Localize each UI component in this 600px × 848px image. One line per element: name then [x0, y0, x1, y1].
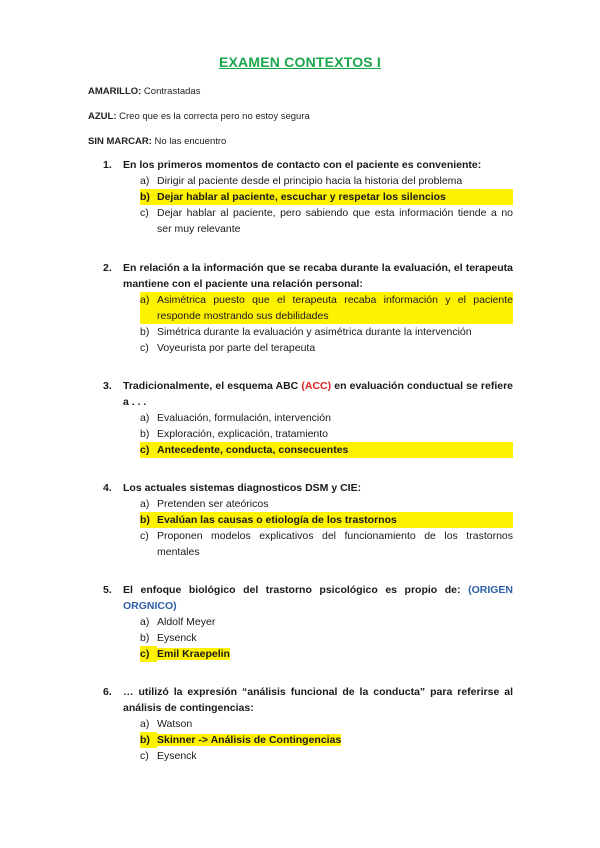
- question-number: 5.: [103, 584, 112, 596]
- option-text: Asimétrica puesto que el terapeuta recaba información y el paciente responde mostrando sus debilidades: [157, 294, 513, 322]
- option-text: Aldolf Meyer: [157, 616, 216, 628]
- option-letter: b): [140, 189, 157, 205]
- question-text-start: El enfoque biológico del trastorno psicológico es propio de:: [123, 584, 469, 596]
- legend-key: AMARILLO:: [88, 86, 142, 97]
- option-c-highlighted: [140, 442, 513, 458]
- option-letter: c): [140, 342, 149, 354]
- option-letter: c): [140, 646, 157, 662]
- legend-key: AZUL:: [88, 111, 117, 122]
- option-a: [140, 410, 513, 426]
- option-letter: a): [140, 292, 157, 324]
- question-text-start: Tradicionalmente, el esquema ABC: [123, 380, 302, 392]
- option-c: [140, 340, 513, 356]
- option-text: Eysenck: [157, 632, 197, 644]
- option-a: [140, 496, 513, 512]
- question-3: [103, 378, 513, 458]
- option-c: [140, 528, 513, 560]
- question-number: 3.: [103, 380, 112, 392]
- option-text: Dejar hablar al paciente, escuchar y respetar los silencios: [157, 189, 513, 205]
- option-b: [140, 324, 513, 340]
- legend-key: SIN MARCAR:: [88, 136, 152, 147]
- option-a: [140, 716, 513, 732]
- question-text: … utilizó la expresión “análisis funcional de la conducta” para referirse al análisis de contingencias:: [123, 686, 513, 714]
- option-letter: c): [140, 750, 149, 762]
- option-text: Evaluación, formulación, intervención: [157, 412, 331, 424]
- question-number: 4.: [103, 482, 112, 494]
- option-text: Watson: [157, 718, 193, 730]
- acc-annotation: (ACC): [301, 380, 332, 392]
- legend-sin-marcar: [88, 136, 226, 147]
- option-c-highlighted: [140, 646, 513, 662]
- question-5: [103, 582, 513, 662]
- option-b-highlighted: [140, 189, 513, 205]
- option-c: [140, 205, 513, 237]
- question-text: En los primeros momentos de contacto con el paciente es conveniente:: [123, 159, 482, 171]
- question-text-end: en evaluación conductual se refiere a . . .: [123, 380, 513, 408]
- option-a: [140, 173, 513, 189]
- option-text: Evalúan las causas o etiología de los trastornos: [157, 512, 513, 528]
- question-text: En relación a la información que se recaba durante la evaluación, el terapeuta mantiene con el paciente una relación personal:: [123, 262, 513, 290]
- option-letter: c): [140, 207, 149, 219]
- option-letter: c): [140, 442, 157, 458]
- legend-amarillo: [88, 86, 200, 97]
- question-text: Los actuales sistemas diagnosticos DSM y CIE:: [123, 482, 362, 494]
- option-letter: b): [140, 632, 150, 644]
- legend-text: No las encuentro: [151, 136, 227, 147]
- option-a: [140, 614, 513, 630]
- option-text: Eysenck: [157, 750, 197, 762]
- question-number: 1.: [103, 159, 112, 171]
- question-text: [123, 378, 513, 410]
- option-letter: a): [140, 175, 150, 187]
- option-text: Dirigir al paciente desde el principio hacia la historia del problema: [157, 175, 463, 187]
- option-text: Dejar hablar al paciente, pero sabiendo que esta información tiende a no ser muy relevante: [157, 207, 513, 235]
- question-1: [103, 157, 513, 237]
- option-text: Antecedente, conducta, consecuentes: [157, 442, 513, 458]
- option-text: Proponen modelos explicativos del funcionamiento de los trastornos mentales: [157, 530, 513, 558]
- option-letter: b): [140, 732, 157, 748]
- legend-text: Creo que es la correcta pero no estoy segura: [116, 111, 310, 122]
- option-b: [140, 426, 513, 442]
- option-text: [157, 646, 513, 662]
- question-number: 2.: [103, 262, 112, 274]
- option-text: Exploración, explicación, tratamiento: [157, 428, 329, 440]
- option-letter: b): [140, 428, 150, 440]
- option-text: Pretenden ser ateóricos: [157, 498, 269, 510]
- question-text: [123, 582, 513, 614]
- legend-azul: [88, 111, 310, 122]
- option-letter: b): [140, 512, 157, 528]
- option-b-highlighted: [140, 732, 513, 748]
- origin-annotation: (ORIGEN ORGNICO): [123, 584, 513, 612]
- option-letter: b): [140, 326, 150, 338]
- page-title: EXAMEN CONTEXTOS I: [218, 54, 382, 70]
- option-text: [157, 732, 513, 748]
- option-text: Voyeurista por parte del terapeuta: [157, 342, 316, 354]
- option-text: Simétrica durante la evaluación y asimétrica durante la intervención: [157, 326, 472, 338]
- option-text-highlight: Emil Kraepelin: [157, 648, 230, 660]
- option-letter: a): [140, 412, 150, 424]
- option-letter: a): [140, 616, 150, 628]
- option-letter: a): [140, 498, 150, 510]
- question-6: [103, 684, 513, 764]
- question-number: 6.: [103, 686, 112, 698]
- option-letter: a): [140, 718, 150, 730]
- option-text-highlight: Skinner -> Análisis de Contingencias: [157, 734, 342, 746]
- option-letter: c): [140, 530, 149, 542]
- option-a-highlighted: [140, 292, 513, 324]
- question-2: [103, 260, 513, 356]
- option-b: [140, 630, 513, 646]
- option-c: [140, 748, 513, 764]
- legend-text: Contrastadas: [141, 86, 201, 97]
- option-b-highlighted: [140, 512, 513, 528]
- question-4: [103, 480, 513, 560]
